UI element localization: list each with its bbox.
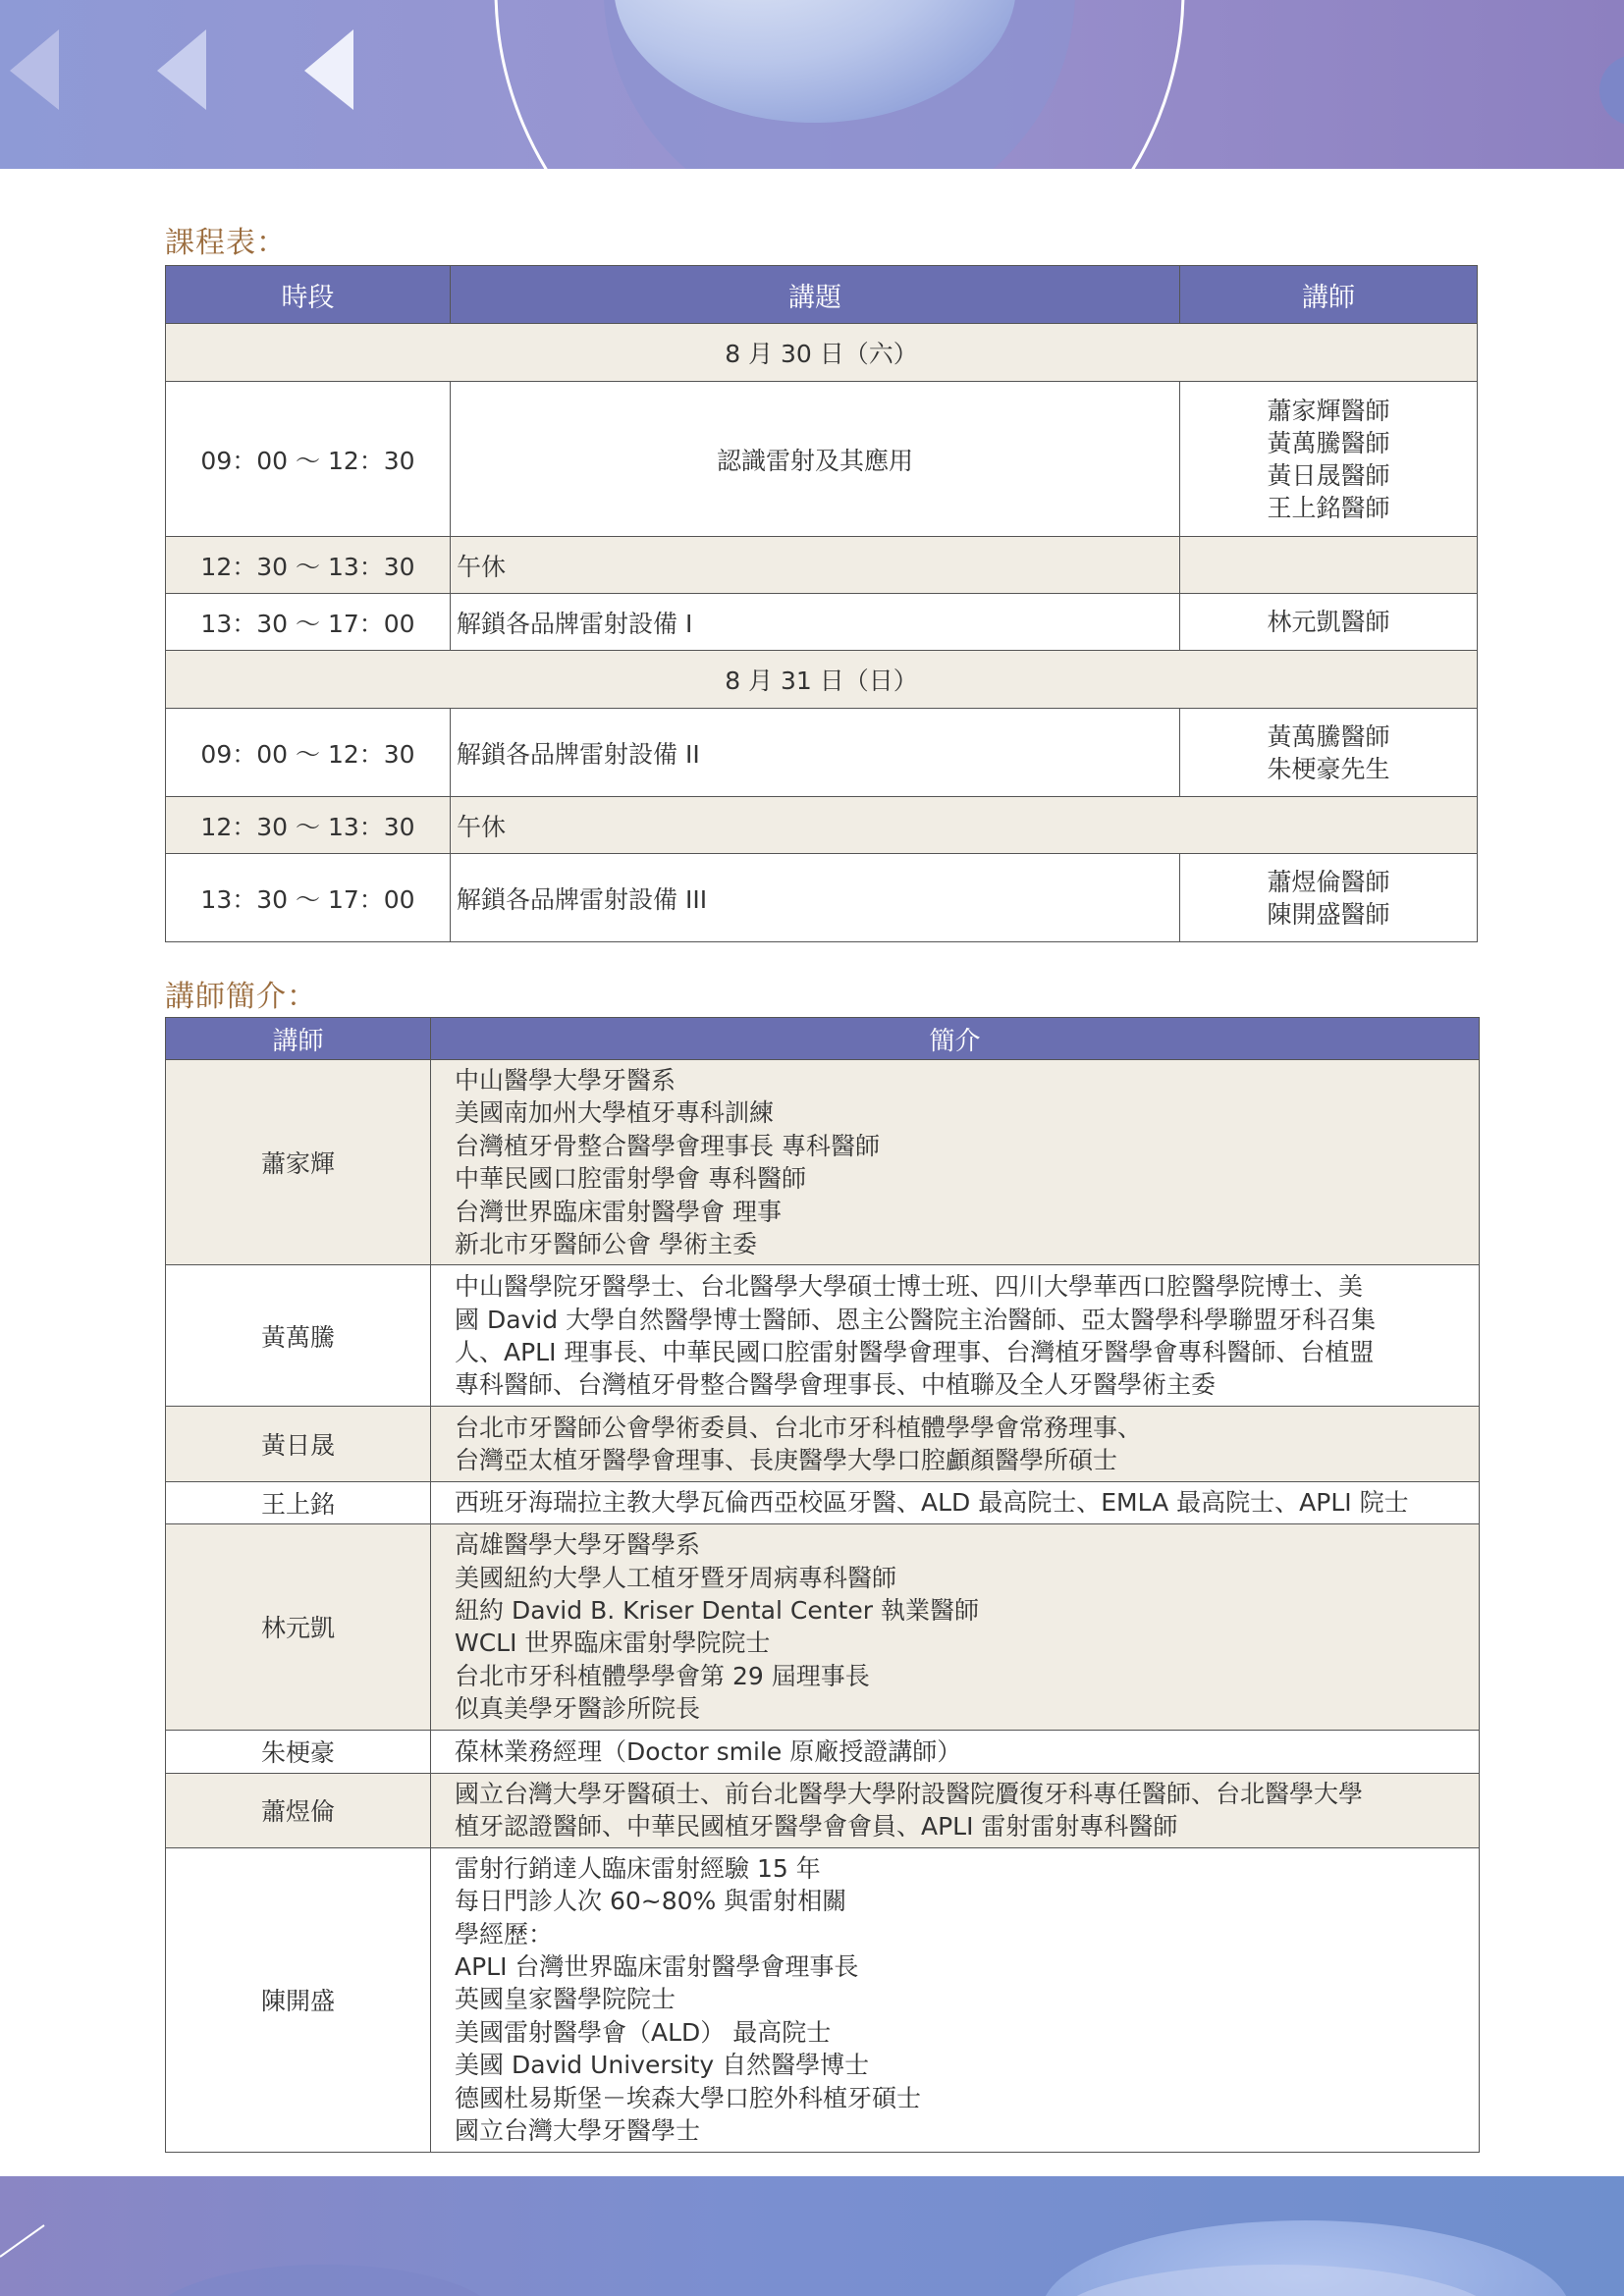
bio-text	[431, 1482, 1480, 1523]
column-header-time: 時段	[166, 266, 451, 324]
bio-text	[431, 1060, 1480, 1265]
bio-line: 美國雷射醫學會（ALD） 最高院士	[455, 2017, 832, 2047]
schedule-header-row	[166, 266, 1478, 324]
session-row	[166, 537, 1478, 594]
bio-line: 新北市牙醫師公會 學術主委	[455, 1230, 757, 1259]
bio-line: 葆林業務經理（Doctor smile 原廠授證講師）	[455, 1736, 962, 1766]
session-speakers	[1180, 537, 1478, 594]
column-header-topic: 講題	[451, 266, 1180, 324]
bio-text	[431, 1407, 1480, 1482]
header-decoration	[0, 0, 1624, 169]
speaker-name: 林元凱醫師	[1267, 608, 1390, 636]
session-time: 13：30 ～ 17：00	[166, 854, 451, 942]
bio-speaker-name: 蕭家輝	[166, 1060, 431, 1265]
bio-speaker-name: 陳開盛	[166, 1847, 431, 2152]
session-topic: 解鎖各品牌雷射設備 III	[451, 854, 1180, 942]
bio-row	[166, 1773, 1480, 1847]
session-row	[166, 594, 1478, 651]
session-topic: 午休	[451, 797, 1478, 854]
bio-speaker-name: 朱梗豪	[166, 1730, 431, 1773]
speaker-name: 朱梗豪先生	[1267, 754, 1390, 783]
session-speakers	[1180, 854, 1478, 942]
bio-text	[431, 1773, 1480, 1847]
speaker-name: 陳開盛醫師	[1267, 899, 1390, 929]
bio-line: 英國皇家醫學院院士	[455, 1985, 677, 2014]
bio-line: 國立台灣大學牙醫碩士、前台北醫學大學附設醫院贗復牙科專任醫師、台北醫學大學	[455, 1779, 1364, 1808]
bio-line: 美國 David University 自然醫學博士	[455, 2051, 870, 2080]
session-time: 12：30 ～ 13：30	[166, 797, 451, 854]
session-speakers	[1180, 382, 1478, 537]
bio-line: 台灣亞太植牙醫學會理事、長庚醫學大學口腔顱顏醫學所碩士	[455, 1446, 1118, 1475]
bio-line: 中山醫學院牙醫學士、台北醫學大學碩士博士班、四川大學華西口腔醫學院博士、美	[455, 1272, 1364, 1302]
bio-speaker-name: 蕭煜倫	[166, 1773, 431, 1847]
bio-line: 西班牙海瑞拉主教大學瓦倫西亞校區牙醫、ALD 最高院士、EMLA 最高院士、APLI 院士	[455, 1488, 1409, 1518]
bio-speaker-name: 黃日晟	[166, 1407, 431, 1482]
bio-line: 每日門診人次 60~80% 與雷射相關	[455, 1887, 847, 1916]
speaker-name: 黃萬騰醫師	[1267, 428, 1390, 457]
bio-speaker-name: 黃萬騰	[166, 1265, 431, 1407]
bio-line: 紐約 David B. Kriser Dental Center 執業醫師	[455, 1595, 979, 1625]
bio-line: 中山醫學大學牙醫系	[455, 1066, 677, 1095]
bio-line: 植牙認證醫師、中華民國植牙醫學會會員、APLI 雷射雷射專科醫師	[455, 1812, 1178, 1842]
bio-line: 台灣植牙骨整合醫學會理事長 專科醫師	[455, 1131, 880, 1160]
bio-line: 人、APLI 理事長、中華民國口腔雷射醫學會理事、台灣植牙醫學會專科醫師、台植盟	[455, 1337, 1375, 1366]
session-time: 12：30 ～ 13：30	[166, 537, 451, 594]
bio-line: 德國杜易斯堡－埃森大學口腔外科植牙碩士	[455, 2083, 922, 2112]
schedule-heading: 課程表：	[165, 226, 287, 260]
schedule-table	[165, 265, 1478, 942]
bio-row	[166, 1265, 1480, 1407]
bio-line: 高雄醫學大學牙醫學系	[455, 1530, 701, 1560]
bio-row	[166, 1730, 1480, 1773]
bio-line: 似真美學牙醫診所院長	[455, 1694, 701, 1724]
session-time: 13：30 ～ 17：00	[166, 594, 451, 651]
bio-text	[431, 1265, 1480, 1407]
column-header-speaker: 講師	[1180, 266, 1478, 324]
bios-header-row	[166, 1018, 1480, 1060]
session-row	[166, 382, 1478, 537]
bio-line: 國 David 大學自然醫學博士醫師、恩主公醫院主治醫師、亞太醫學科學聯盟牙科召集	[455, 1305, 1377, 1334]
speaker-name: 黃萬騰醫師	[1267, 721, 1390, 751]
bio-line: WCLI 世界臨床雷射學院院士	[455, 1629, 771, 1658]
column-header-bio: 簡介	[431, 1018, 1480, 1060]
bio-line: 雷射行銷達人臨床雷射經驗 15 年	[455, 1853, 821, 1883]
speaker-name: 蕭家輝醫師	[1267, 396, 1390, 425]
date-label: 8 月 31 日（日）	[166, 651, 1478, 709]
bio-row	[166, 1407, 1480, 1482]
session-topic: 解鎖各品牌雷射設備 II	[451, 709, 1180, 797]
session-row	[166, 797, 1478, 854]
column-header-speaker: 講師	[166, 1018, 431, 1060]
date-row	[166, 651, 1478, 709]
bio-text	[431, 1523, 1480, 1730]
session-time: 09：00 ～ 12：30	[166, 382, 451, 537]
session-time: 09：00 ～ 12：30	[166, 709, 451, 797]
bio-line: 台北市牙科植體學學會第 29 屆理事長	[455, 1661, 870, 1690]
session-topic: 解鎖各品牌雷射設備 I	[451, 594, 1180, 651]
speaker-name: 蕭煜倫醫師	[1267, 867, 1390, 896]
bio-line: 美國南加州大學植牙專科訓練	[455, 1098, 775, 1128]
bio-line: 學經歷：	[455, 1919, 554, 1949]
bio-row	[166, 1482, 1480, 1523]
speaker-name: 王上銘醫師	[1267, 493, 1390, 522]
footer-decoration	[0, 2176, 1624, 2296]
speaker-name: 黃日晟醫師	[1267, 460, 1390, 490]
bio-text	[431, 1730, 1480, 1773]
bio-line: 中華民國口腔雷射學會 專科醫師	[455, 1164, 806, 1194]
bio-line: APLI 台灣世界臨床雷射醫學會理事長	[455, 1952, 859, 1982]
session-topic: 午休	[451, 537, 1180, 594]
bio-speaker-name: 王上銘	[166, 1482, 431, 1523]
bio-row	[166, 1523, 1480, 1730]
bio-text	[431, 1847, 1480, 2152]
session-row	[166, 709, 1478, 797]
bio-line: 專科醫師、台灣植牙骨整合醫學會理事長、中植聯及全人牙醫學術主委	[455, 1370, 1217, 1400]
bio-line: 台灣世界臨床雷射醫學會 理事	[455, 1197, 782, 1226]
bio-row	[166, 1847, 1480, 2152]
bio-line: 台北市牙醫師公會學術委員、台北市牙科植體學學會常務理事、	[455, 1414, 1143, 1443]
date-row	[166, 324, 1478, 382]
date-label: 8 月 30 日（六）	[166, 324, 1478, 382]
bio-line: 國立台灣大學牙醫學士	[455, 2116, 701, 2146]
session-row	[166, 854, 1478, 942]
session-speakers	[1180, 594, 1478, 651]
bio-line: 美國紐約大學人工植牙暨牙周病專科醫師	[455, 1563, 897, 1592]
session-speakers	[1180, 709, 1478, 797]
bio-speaker-name: 林元凱	[166, 1523, 431, 1730]
bio-row	[166, 1060, 1480, 1265]
bios-heading: 講師簡介：	[165, 980, 317, 1014]
bios-table	[165, 1017, 1480, 2153]
session-topic: 認識雷射及其應用	[451, 382, 1180, 537]
